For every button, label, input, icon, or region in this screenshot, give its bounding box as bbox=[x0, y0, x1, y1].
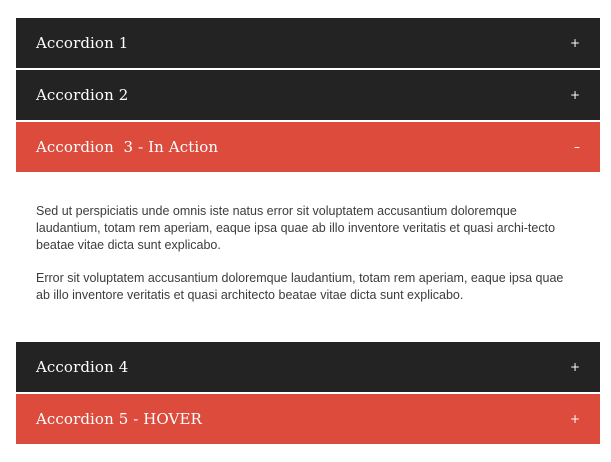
accordion-title: Accordion 4 bbox=[36, 358, 129, 376]
plus-icon: + bbox=[569, 36, 580, 50]
accordion-panel-3 bbox=[16, 174, 600, 340]
accordion-header-2[interactable] bbox=[16, 70, 600, 120]
accordion-header-4[interactable] bbox=[16, 342, 600, 392]
minus-icon: – bbox=[574, 140, 580, 154]
accordion bbox=[16, 18, 600, 446]
panel-paragraph: Error sit voluptatem accusantium doloremque laudantium, totam rem aperiam, eaque ipsa quae ab illo inventore veritatis et quasi architecto beatae vitae dicta sunt explicabo. bbox=[36, 271, 564, 302]
accordion-header-5[interactable] bbox=[16, 394, 600, 444]
panel-paragraph: Sed ut perspiciatis unde omnis iste natus error sit voluptatem accusantium doloremque laudantium, totam rem aperiam, eaque ipsa quae ab illo inventore veritatis et quasi archi-tecto beatae vitae dicta sunt explicabo. bbox=[36, 204, 556, 252]
accordion-title: Accordion 3 - In Action bbox=[36, 138, 219, 156]
plus-icon: + bbox=[569, 360, 580, 374]
accordion-header-3[interactable] bbox=[16, 122, 600, 172]
plus-icon: + bbox=[569, 412, 580, 426]
accordion-header-1[interactable] bbox=[16, 18, 600, 68]
accordion-title: Accordion 5 - HOVER bbox=[36, 410, 202, 428]
accordion-title: Accordion 2 bbox=[36, 86, 129, 104]
plus-icon: + bbox=[569, 88, 580, 102]
accordion-title: Accordion 1 bbox=[36, 34, 129, 52]
